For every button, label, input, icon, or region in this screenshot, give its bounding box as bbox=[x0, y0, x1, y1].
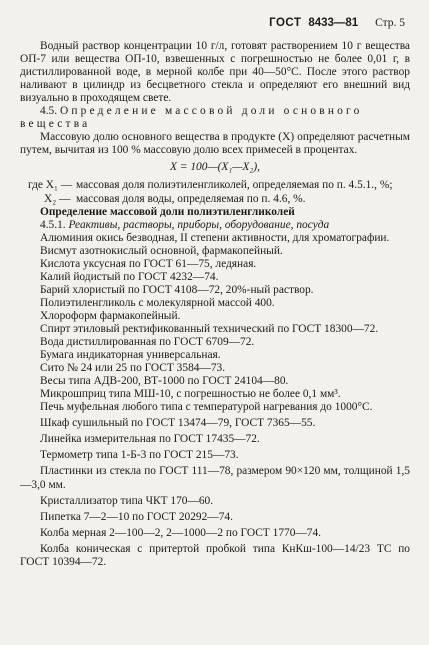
list-item: Шкаф сушильный по ГОСТ 13474—79, ГОСТ 7365—55. bbox=[40, 417, 316, 430]
list-item: Пластинки из стекла по ГОСТ 111—78, размером 90×120 мм, толщиной 1,5—3,0 мм. bbox=[20, 465, 410, 491]
list-item: Вода дистиллированная по ГОСТ 6709—72. bbox=[40, 336, 255, 349]
list-item: Бумага индикаторная универсальная. bbox=[40, 349, 221, 362]
standard-number: 8433—81 bbox=[308, 17, 359, 29]
list-item: Полиэтиленгликоль с молекулярной массой 400. bbox=[40, 296, 275, 309]
formula: X = 100—(X₁—X₂), bbox=[170, 161, 260, 174]
list-item: Колба коническая с притертой пробкой типа КнКш-100—14/23 ТС по ГОСТ 10394—72. bbox=[20, 542, 410, 568]
section-peg-heading: Определение массовой доли полиэтиленгликолей bbox=[40, 205, 295, 218]
legend-row-x2 bbox=[20, 193, 410, 206]
legend-text: массовая доля полиэтиленгликолей, определяемая по п. 4.5.1., %; bbox=[76, 179, 393, 192]
list-item: Калий йодистый по ГОСТ 4232—74. bbox=[40, 270, 219, 283]
paragraph-solution: Водный раствор концентрации 10 г/л, готовят растворением 10 г вещества ОП-7 или вещества ОП-10, взвешенных с погрешностью не более 0,01 г, в дистиллированной воде, в мерной колбе при 40—50°С. После этого раствор наливают в цилиндр из бесцветного стекла и определяют его внешний вид визуально в проходящем свете. bbox=[20, 40, 410, 105]
legend-label: X₂ — bbox=[44, 192, 71, 205]
list-item: Кристаллизатор типа ЧКТ 170—60. bbox=[40, 494, 214, 507]
standard-label: ГОСТ bbox=[269, 17, 302, 29]
list-item: Сито № 24 или 25 по ГОСТ 3584—73. bbox=[40, 362, 226, 375]
legend-text: массовая доля воды, определяемая по п. 4.6, %. bbox=[76, 192, 306, 205]
page-number: Стр. 5 bbox=[375, 17, 405, 29]
section-number: 4.5.1. bbox=[40, 218, 66, 231]
list-item: Колба мерная 2—100—2, 2—1000—2 по ГОСТ 1770—74. bbox=[40, 526, 322, 539]
list-item: Хлороформ фармакопейный. bbox=[40, 309, 181, 322]
list-item: Линейка измерительная по ГОСТ 17435—72. bbox=[40, 433, 260, 446]
list-item: Весы типа АДВ-200, ВТ-1000 по ГОСТ 24104—80. bbox=[40, 375, 289, 388]
list-item: Алюминия окись безводная, II степени активности, для хроматографии. bbox=[40, 231, 390, 244]
document-body bbox=[20, 40, 410, 569]
section-title: Реактивы, растворы, приборы, оборудование, посуда bbox=[68, 218, 330, 231]
list-item: Висмут азотнокислый основной, фармакопейный. bbox=[40, 244, 283, 257]
list-item: Пипетка 7—2—10 по ГОСТ 20292—74. bbox=[40, 510, 233, 523]
section-4-5-1-heading bbox=[20, 219, 410, 232]
page-header bbox=[269, 17, 405, 29]
list-item: Термометр типа 1-Б-3 по ГОСТ 215—73. bbox=[40, 449, 239, 462]
list-item: Микрошприц типа МШ-10, с погрешностью не более 0,1 мм³. bbox=[40, 388, 341, 401]
list-item: Барий хлористый по ГОСТ 4108—72, 20%-ный раствор. bbox=[40, 283, 314, 296]
section-number: 4.5. bbox=[40, 105, 58, 118]
section-title: Определение массовой доли основного вещества bbox=[20, 105, 363, 131]
legend-label: где X₁ — bbox=[28, 179, 73, 192]
formula-legend bbox=[20, 179, 410, 205]
list-item: Кислота уксусная по ГОСТ 61—75, ледяная. bbox=[40, 257, 257, 270]
section-4-5-heading bbox=[20, 105, 410, 131]
list-item: Печь муфельная любого типа с температурой нагревания до 1000°С. bbox=[40, 401, 373, 414]
legend-row-x1 bbox=[20, 179, 410, 192]
paragraph-main-substance: Массовую долю основного вещества в продукте (X) определяют расчетным путем, вычитая из 100 % массовую долю всех примесей в процентах. bbox=[20, 131, 410, 157]
list-item: Спирт этиловый ректификованный технический по ГОСТ 18300—72. bbox=[40, 322, 379, 335]
